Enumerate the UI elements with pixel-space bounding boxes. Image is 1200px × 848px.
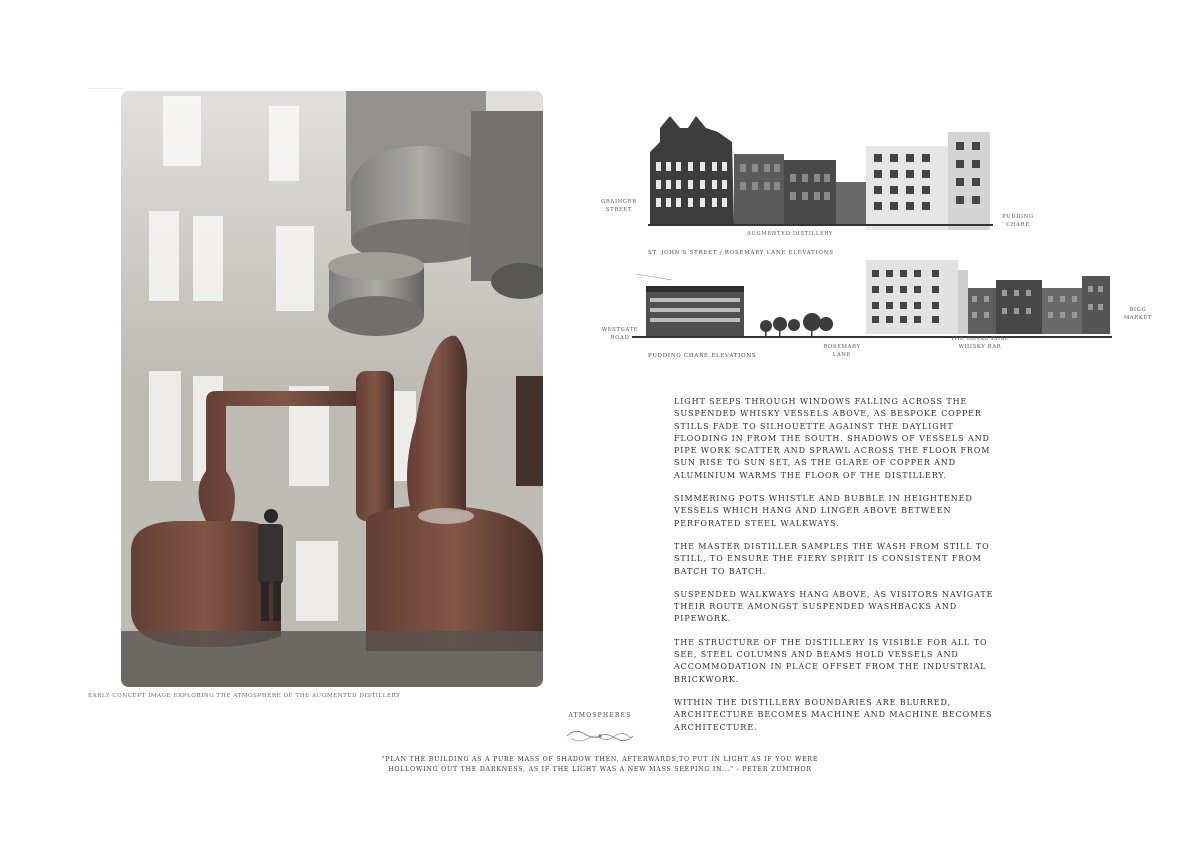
description-text: [674, 396, 1004, 745]
concept-image: [121, 91, 543, 687]
elevation-title-bottom: PUDDING CHARE ELEVATIONS: [648, 353, 757, 359]
label-augmented-distillery: AUGMENTED DISTILLERY: [746, 231, 834, 237]
paragraph: WITHIN THE DISTILLERY BOUNDARIES ARE BLURRED, ARCHITECTURE BECOMES MACHINE AND MACHINE BECOMES ARCHITECTURE.: [674, 697, 993, 732]
paragraph: THE STRUCTURE OF THE DISTILLERY IS VISIBLE FOR ALL TO SEE, STEEL COLUMNS AND BEAMS HOLD VESSELS AND ACCOMMODATION IN PLACE OFFSET FROM THE INDUSTRIAL BRICKWORK.: [674, 637, 988, 684]
trees-icon: [760, 313, 833, 338]
paragraph: THE MASTER DISTILLER SAMPLES THE WASH FROM STILL TO STILL, TO ENSURE THE FIERY SPIRIT IS CONSISTENT FROM BATCH TO BATCH.: [674, 541, 990, 576]
label-grainger-street: GRAINGER STREET: [601, 199, 637, 213]
street-elevation-drawing-2: [632, 258, 1112, 340]
paragraph: SIMMERING POTS WHISTLE AND BUBBLE IN HEIGHTENED VESSELS WHICH HANG AND LINGER ABOVE BETWEEN PERFORATED STEEL WALKWAYS.: [674, 494, 973, 528]
distillery-illustration: [121, 91, 543, 687]
section-title: ATMOSPHERES: [568, 712, 632, 719]
label-westgate-road: WESTGATE ROAD: [601, 327, 639, 341]
label-pudding-chare: PUDDING CHARE: [1002, 214, 1034, 228]
page-margin-line: [88, 88, 122, 689]
label-bigg-market: BIGG MARKET: [1123, 307, 1153, 321]
street-elevation-drawing: [648, 112, 993, 230]
image-caption: EARLY CONCEPT IMAGE EXPLORING THE ATMOSPHERE OF THE AUGMENTED DISTILLERY: [88, 693, 401, 699]
elevation-title-top: ST. JOHN'S STREET / ROSEMARY LANE ELEVATIONS: [648, 250, 834, 256]
paragraph: LIGHT SEEPS THROUGH WINDOWS FALLING ACROSS THE SUSPENDED WHISKY VESSELS ABOVE, AS BESPOKE COPPER STILLS FADE TO SILHOUETTE AGAINST THE DAYLIGHT FLOODING IN FROM THE SOUTH. SHADOWS OF VESSELS AND PIPE WORK SCATTER AND SPRAWL ACROSS THE FLOOR FROM SUN RISE TO SUN SET, AS THE GLARE OF COPPER AND ALUMINIUM WARMS THE FLOOR OF THE DISTILLERY.: [674, 397, 991, 480]
paragraph: SUSPENDED WALKWAYS HANG ABOVE, AS VISITORS NAVIGATE THEIR ROUTE AMONGST SUSPENDED WASHBACKS AND PIPEWORK.: [674, 589, 994, 624]
quote: "PLAN THE BUILDING AS A PURE MASS OF SHADOW THEN, AFTERWARDS,TO PUT IN LIGHT AS IF YOU WERE HOLLOWING OUT THE DARKNESS, AS IF THE LIGHT WAS A NEW MASS SEEPING IN..." - PETER ZUMTHOR: [381, 756, 819, 773]
label-rosemary-lane: ROSEMARY LANE: [823, 344, 861, 358]
label-royal-rose-whisky-bar: THE ROYAL ROSE WHISKY BAR: [950, 336, 1010, 350]
flourish-ornament-icon: [565, 726, 635, 746]
